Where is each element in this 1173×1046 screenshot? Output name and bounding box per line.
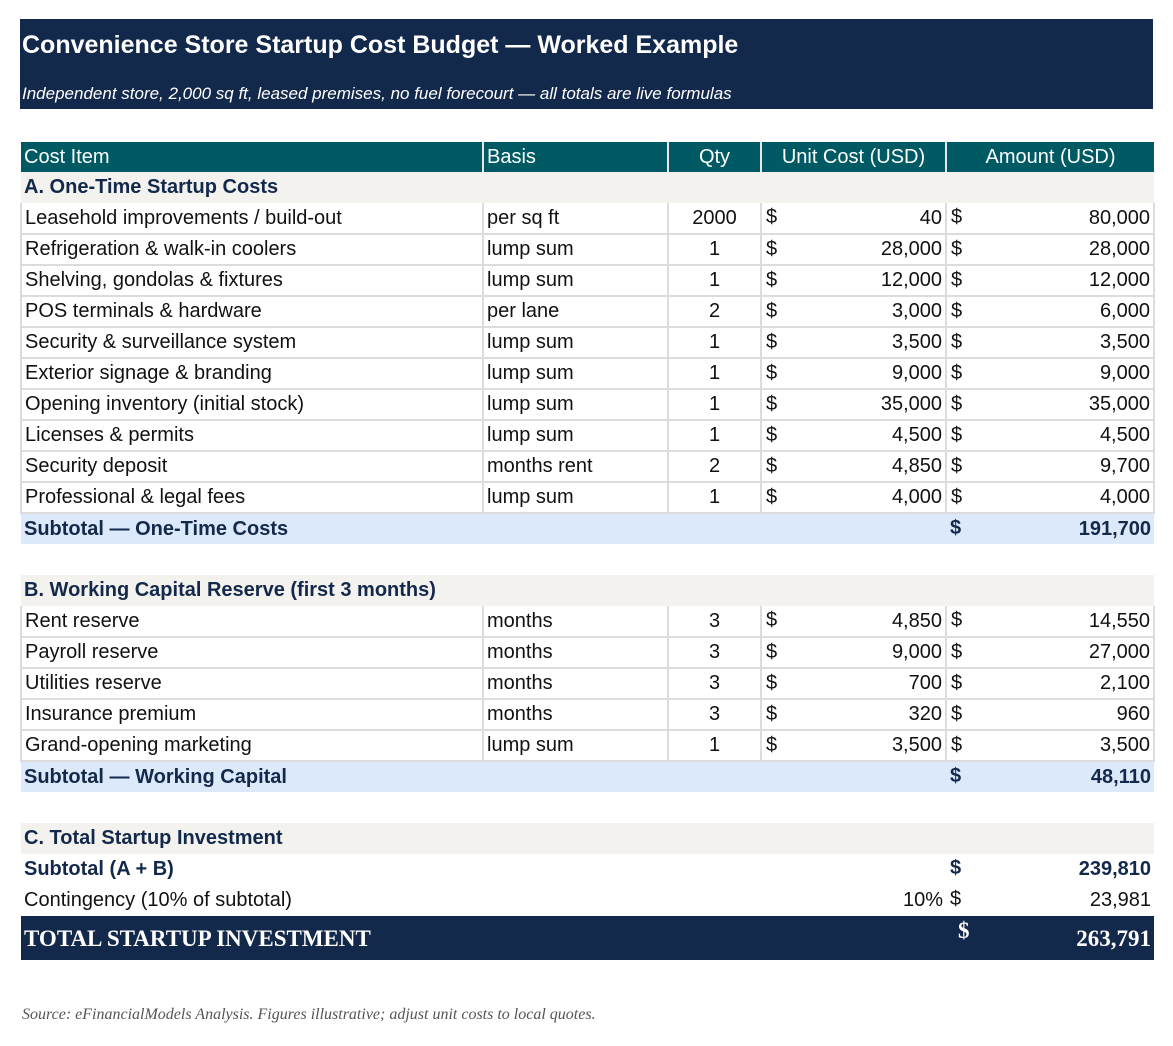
- amount-cell[interactable]: [946, 203, 1154, 234]
- unit-cost-value: 9,000: [891, 362, 942, 384]
- amount-cell[interactable]: [946, 234, 1154, 265]
- sheet-title: Convenience Store Startup Cost Budget — Worked Example: [22, 31, 739, 59]
- basis-cell[interactable]: lump sum: [483, 234, 668, 265]
- table-row: [21, 296, 1154, 327]
- grand-total-label: TOTAL STARTUP INVESTMENT: [21, 916, 761, 960]
- subtotal-a-label: Subtotal — One-Time Costs: [21, 513, 761, 544]
- cost-item-cell[interactable]: Licenses & permits: [21, 420, 483, 451]
- currency-symbol: $: [766, 424, 778, 446]
- grand-total-cell[interactable]: [946, 916, 1154, 960]
- col-header-amount[interactable]: Amount (USD): [946, 142, 1154, 172]
- subtotal-a-cell[interactable]: [946, 513, 1154, 544]
- sheet-subtitle: Independent store, 2,000 sq ft, leased premises, no fuel forecourt — all totals are live formulas: [22, 84, 732, 103]
- cost-item-cell[interactable]: Grand-opening marketing: [21, 730, 483, 761]
- amount-cell[interactable]: [946, 451, 1154, 482]
- unit-cost-value: 4,850: [891, 609, 942, 632]
- basis-cell[interactable]: per sq ft: [483, 203, 668, 234]
- contingency-cell[interactable]: [946, 885, 1154, 916]
- budget-table: [20, 142, 1155, 960]
- currency-symbol: $: [951, 672, 963, 694]
- basis-cell[interactable]: lump sum: [483, 482, 668, 513]
- unit-cost-cell[interactable]: [761, 699, 946, 730]
- unit-cost-cell[interactable]: [761, 730, 946, 761]
- currency-symbol: $: [766, 206, 778, 228]
- amount-cell[interactable]: [946, 358, 1154, 389]
- currency-symbol: $: [950, 517, 962, 539]
- basis-cell[interactable]: lump sum: [483, 265, 668, 296]
- unit-cost-value: 4,850: [891, 455, 942, 477]
- qty-cell[interactable]: 1: [668, 234, 761, 265]
- table-row: [21, 451, 1154, 482]
- amount-value: 27,000: [1088, 641, 1150, 663]
- amount-value: 6,000: [1099, 300, 1150, 322]
- cost-item-cell[interactable]: Refrigeration & walk-in coolers: [21, 234, 483, 265]
- qty-cell[interactable]: 3: [668, 606, 761, 637]
- contingency-value: 23,981: [1089, 889, 1151, 911]
- currency-symbol: $: [766, 238, 778, 260]
- section-b-title: B. Working Capital Reserve (first 3 months): [21, 575, 1154, 606]
- subtotal-a-row: [21, 513, 1154, 544]
- currency-symbol: $: [951, 703, 963, 725]
- qty-cell[interactable]: 2: [668, 296, 761, 327]
- contingency-label: Contingency (10% of subtotal): [24, 889, 292, 911]
- col-header-unit-cost[interactable]: Unit Cost (USD): [761, 142, 946, 172]
- unit-cost-cell[interactable]: [761, 389, 946, 420]
- contingency-row: [21, 885, 1154, 916]
- cost-item-cell[interactable]: Leasehold improvements / build-out: [21, 203, 483, 234]
- section-b-header: [21, 575, 1154, 606]
- unit-cost-cell[interactable]: [761, 296, 946, 327]
- cost-item-cell[interactable]: Insurance premium: [21, 699, 483, 730]
- unit-cost-value: 9,000: [891, 641, 942, 663]
- amount-value: 2,100: [1099, 672, 1150, 694]
- basis-cell[interactable]: months: [483, 606, 668, 637]
- amount-value: 4,500: [1099, 424, 1150, 446]
- basis-cell[interactable]: months rent: [483, 451, 668, 482]
- qty-cell[interactable]: 1: [668, 420, 761, 451]
- cost-item-cell[interactable]: POS terminals & hardware: [21, 296, 483, 327]
- source-note: Source: eFinancialModels Analysis. Figures illustrative; adjust unit costs to local quotes.: [22, 1006, 596, 1023]
- col-header-cost-item[interactable]: Cost Item: [21, 142, 483, 172]
- qty-cell[interactable]: 2: [668, 451, 761, 482]
- amount-cell[interactable]: [946, 265, 1154, 296]
- amount-cell[interactable]: [946, 327, 1154, 358]
- amount-value: 80,000: [1088, 206, 1150, 229]
- unit-cost-cell[interactable]: [761, 482, 946, 513]
- basis-cell[interactable]: lump sum: [483, 730, 668, 761]
- table-row: [21, 389, 1154, 420]
- currency-symbol: $: [951, 609, 963, 631]
- qty-cell[interactable]: 3: [668, 668, 761, 699]
- currency-symbol: $: [951, 300, 963, 322]
- cost-item-cell[interactable]: Security & surveillance system: [21, 327, 483, 358]
- basis-cell[interactable]: months: [483, 637, 668, 668]
- currency-symbol: $: [766, 362, 778, 384]
- col-header-qty[interactable]: Qty: [668, 142, 761, 172]
- cost-item-cell[interactable]: Opening inventory (initial stock): [21, 389, 483, 420]
- title-banner: [20, 19, 1153, 109]
- amount-value: 4,000: [1099, 486, 1150, 508]
- section-a-header: [21, 172, 1154, 203]
- header-row: [21, 142, 1154, 172]
- basis-cell[interactable]: lump sum: [483, 358, 668, 389]
- currency-symbol: $: [766, 703, 778, 725]
- amount-cell[interactable]: [946, 668, 1154, 699]
- currency-symbol: $: [766, 393, 778, 415]
- cost-item-cell[interactable]: Professional & legal fees: [21, 482, 483, 513]
- unit-cost-cell[interactable]: [761, 327, 946, 358]
- subtotal-b-cell[interactable]: [946, 761, 1154, 792]
- table-row: [21, 358, 1154, 389]
- table-row: [21, 730, 1154, 761]
- spacer-row: [21, 544, 1154, 575]
- cost-item-cell[interactable]: Security deposit: [21, 451, 483, 482]
- amount-cell[interactable]: [946, 296, 1154, 327]
- amount-value: 28,000: [1088, 238, 1150, 260]
- unit-cost-value: 40: [919, 206, 942, 229]
- currency-symbol: $: [951, 486, 963, 508]
- contingency-pct[interactable]: 10%: [902, 889, 943, 911]
- subtotal-ab-label: Subtotal (A + B): [24, 858, 174, 880]
- unit-cost-cell[interactable]: [761, 358, 946, 389]
- amount-cell[interactable]: [946, 606, 1154, 637]
- qty-cell[interactable]: 1: [668, 389, 761, 420]
- currency-symbol: $: [766, 672, 778, 694]
- unit-cost-value: 3,000: [891, 300, 942, 322]
- currency-symbol: $: [951, 393, 963, 415]
- unit-cost-cell[interactable]: [761, 637, 946, 668]
- unit-cost-value: 4,500: [891, 424, 942, 446]
- unit-cost-value: 320: [908, 703, 942, 725]
- subtotal-a-value: 191,700: [1078, 517, 1151, 540]
- currency-symbol: $: [766, 641, 778, 663]
- basis-cell[interactable]: per lane: [483, 296, 668, 327]
- table-row: [21, 265, 1154, 296]
- basis-cell[interactable]: lump sum: [483, 420, 668, 451]
- table-row: [21, 668, 1154, 699]
- currency-symbol: $: [950, 857, 962, 879]
- spacer-row: [21, 792, 1154, 823]
- basis-cell[interactable]: lump sum: [483, 389, 668, 420]
- amount-cell[interactable]: [946, 637, 1154, 668]
- subtotal-b-row: [21, 761, 1154, 792]
- amount-value: 14,550: [1088, 609, 1150, 632]
- table-row: [21, 482, 1154, 513]
- amount-cell[interactable]: [946, 420, 1154, 451]
- col-header-basis[interactable]: Basis: [483, 142, 668, 172]
- currency-symbol: $: [766, 269, 778, 291]
- amount-value: 3,500: [1099, 331, 1150, 353]
- cost-item-cell[interactable]: Exterior signage & branding: [21, 358, 483, 389]
- grand-total-value: 263,791: [1076, 925, 1151, 951]
- cost-item-cell[interactable]: Rent reserve: [21, 606, 483, 637]
- amount-value: 3,500: [1099, 734, 1150, 756]
- currency-symbol: $: [951, 206, 963, 228]
- table-row: [21, 327, 1154, 358]
- currency-symbol: $: [950, 888, 962, 910]
- unit-cost-value: 4,000: [891, 486, 942, 508]
- amount-cell[interactable]: [946, 389, 1154, 420]
- currency-symbol: $: [951, 362, 963, 384]
- currency-symbol: $: [951, 734, 963, 756]
- currency-symbol: $: [950, 765, 962, 787]
- qty-cell[interactable]: 3: [668, 637, 761, 668]
- qty-cell[interactable]: 2000: [668, 203, 761, 234]
- unit-cost-value: 3,500: [891, 734, 942, 756]
- cost-item-cell[interactable]: Payroll reserve: [21, 637, 483, 668]
- qty-cell[interactable]: 1: [668, 327, 761, 358]
- unit-cost-value: 3,500: [891, 331, 942, 353]
- amount-value: 12,000: [1088, 269, 1150, 291]
- unit-cost-cell[interactable]: [761, 203, 946, 234]
- amount-cell[interactable]: [946, 699, 1154, 730]
- unit-cost-cell[interactable]: [761, 606, 946, 637]
- unit-cost-cell[interactable]: [761, 234, 946, 265]
- cost-item-cell[interactable]: Utilities reserve: [21, 668, 483, 699]
- section-c-header: [21, 823, 1154, 854]
- amount-value: 35,000: [1088, 393, 1150, 415]
- subtotal-b-value: 48,110: [1090, 765, 1151, 788]
- subtotal-ab-cell[interactable]: [946, 854, 1154, 885]
- amount-value: 9,700: [1099, 455, 1150, 477]
- unit-cost-value: 35,000: [880, 393, 942, 415]
- subtotal-ab-value: 239,810: [1078, 858, 1151, 880]
- basis-cell[interactable]: lump sum: [483, 327, 668, 358]
- amount-value: 960: [1116, 703, 1150, 725]
- currency-symbol: $: [951, 331, 963, 353]
- amount-value: 9,000: [1099, 362, 1150, 384]
- currency-symbol: $: [951, 455, 963, 477]
- table-row: [21, 234, 1154, 265]
- currency-symbol: $: [766, 734, 778, 756]
- table-row: [21, 637, 1154, 668]
- currency-symbol: $: [766, 486, 778, 508]
- table-row: [21, 420, 1154, 451]
- unit-cost-cell[interactable]: [761, 265, 946, 296]
- qty-cell[interactable]: 1: [668, 358, 761, 389]
- table-row: [21, 203, 1154, 234]
- unit-cost-value: 700: [908, 672, 942, 694]
- qty-cell[interactable]: 1: [668, 482, 761, 513]
- currency-symbol: $: [766, 331, 778, 353]
- currency-symbol: $: [766, 455, 778, 477]
- subtotal-b-label: Subtotal — Working Capital: [21, 761, 761, 792]
- table-row: [21, 699, 1154, 730]
- currency-symbol: $: [766, 609, 778, 631]
- qty-cell[interactable]: 3: [668, 699, 761, 730]
- currency-symbol: $: [766, 300, 778, 322]
- subtotal-ab-row: [21, 854, 1154, 885]
- currency-symbol: $: [951, 424, 963, 446]
- basis-cell[interactable]: months: [483, 699, 668, 730]
- qty-cell[interactable]: 1: [668, 265, 761, 296]
- qty-cell[interactable]: 1: [668, 730, 761, 761]
- unit-cost-cell[interactable]: [761, 668, 946, 699]
- currency-symbol: $: [958, 918, 970, 943]
- unit-cost-value: 12,000: [880, 269, 942, 291]
- cost-item-cell[interactable]: Shelving, gondolas & fixtures: [21, 265, 483, 296]
- section-c-title: C. Total Startup Investment: [21, 823, 1154, 854]
- amount-cell[interactable]: [946, 482, 1154, 513]
- currency-symbol: $: [951, 641, 963, 663]
- unit-cost-cell[interactable]: [761, 420, 946, 451]
- currency-symbol: $: [951, 269, 963, 291]
- unit-cost-cell[interactable]: [761, 451, 946, 482]
- currency-symbol: $: [951, 238, 963, 260]
- grand-total-row: [21, 916, 1154, 960]
- section-a-title: A. One-Time Startup Costs: [21, 172, 1154, 203]
- basis-cell[interactable]: months: [483, 668, 668, 699]
- unit-cost-value: 28,000: [880, 238, 942, 260]
- table-row: [21, 606, 1154, 637]
- amount-cell[interactable]: [946, 730, 1154, 761]
